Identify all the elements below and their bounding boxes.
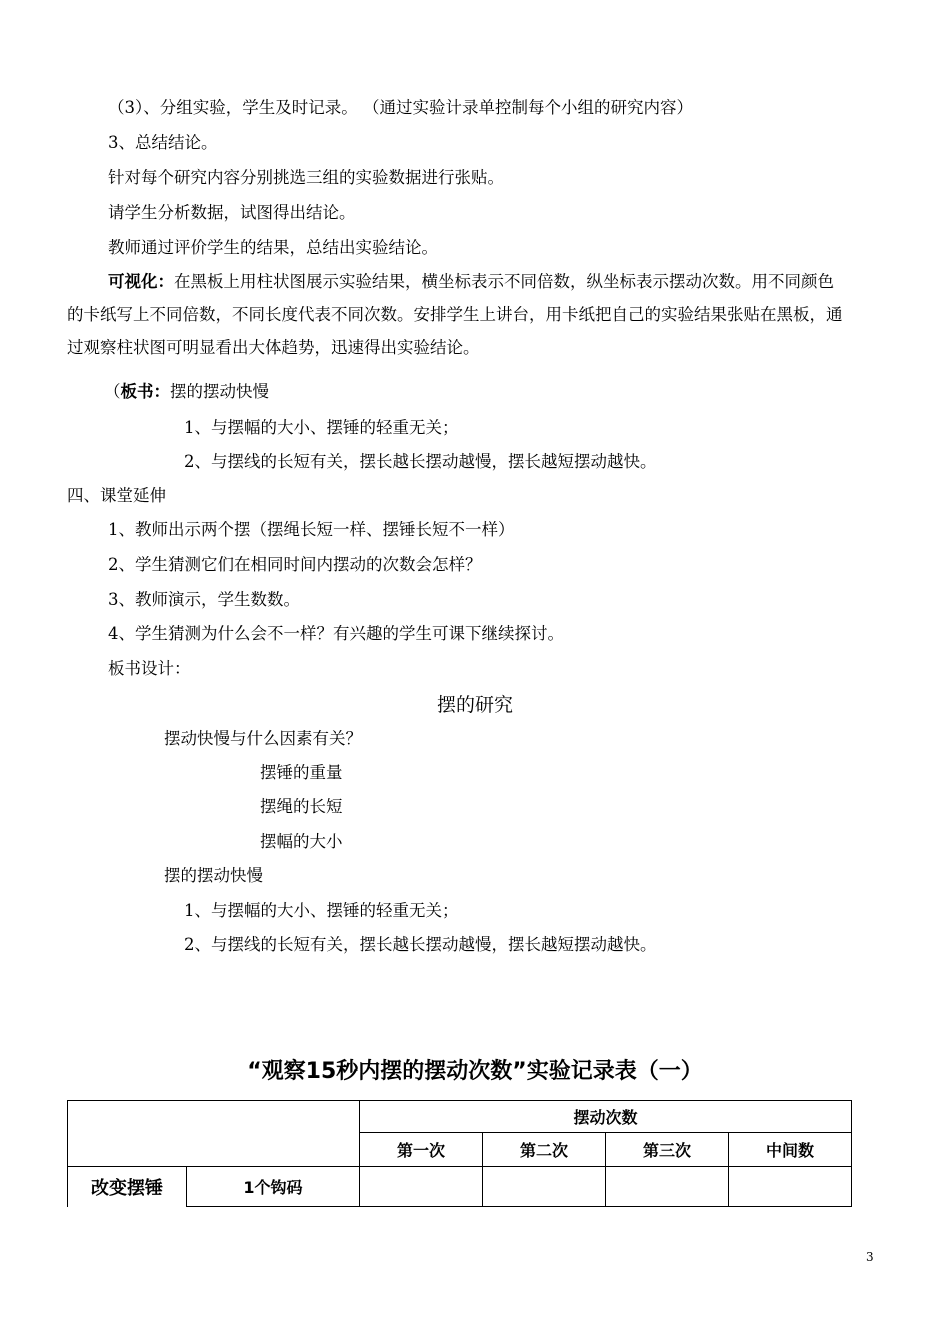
list-item: 2、学生猜测它们在相同时间内摆动的次数会怎样？ [108,555,482,574]
table-cell[interactable] [729,1167,852,1207]
record-table [67,1100,852,1207]
list-item: 3、教师演示，学生数数。 [108,590,300,609]
visualization-text: 在黑板上用柱状图展示实验结果，横坐标表示不同倍数，纵坐标表示摆动次数。用不同颜色的卡纸写上不同倍数，不同长度代表不同次数。安排学生上讲台，用卡纸把自己的实验结果张贴在黑板，通过观察柱状图可明显看出大体趋势，迅速得出实验结论。 [67,272,843,357]
table-cell[interactable] [483,1167,606,1207]
table-cell[interactable] [606,1167,729,1207]
table-group-header: 摆动次数 [360,1101,852,1133]
record-table-title: “观察15秒内摆的摆动次数”实验记录表（一） [247,1059,703,1084]
design-factor: 摆锤的重量 [260,763,343,782]
design-label: 板书设计： [108,659,191,678]
table-column-header: 第一次 [360,1133,483,1167]
visualization-paragraph [67,265,847,364]
design-factor: 摆绳的长短 [260,797,343,816]
table-column-header: 中间数 [729,1133,852,1167]
table-corner-cell [68,1101,360,1167]
table-column-header: 第三次 [606,1133,729,1167]
design-factor: 摆幅的大小 [260,832,343,851]
section-heading: 四、课堂延伸 [67,486,166,505]
design-conclusion-title: 摆的摆动快慢 [164,866,263,885]
board-title: 摆的摆动快慢 [170,382,269,401]
text-line: 3、总结结论。 [108,133,218,152]
text-line: 请学生分析数据，试图得出结论。 [108,203,356,222]
table-cell[interactable] [360,1167,483,1207]
page-number: 3 [866,1250,874,1264]
board-heading [104,382,269,402]
board-label: 板书： [120,382,170,401]
table-column-header: 第二次 [483,1133,606,1167]
table-row-label: 改变摆锤 [68,1167,187,1207]
visualization-label: 可视化： [108,272,174,291]
design-conclusion: 1、与摆幅的大小、摆锤的轻重无关； [184,901,459,920]
design-question: 摆动快慢与什么因素有关？ [164,729,362,748]
design-title: 摆的研究 [436,694,513,716]
board-prefix: （ [104,382,121,401]
board-item: 2、与摆线的长短有关，摆长越长摆动越慢，摆长越短摆动越快。 [184,452,657,471]
list-item: 1、教师出示两个摆（摆绳长短一样、摆锤长短不一样） [108,520,515,539]
board-item: 1、与摆幅的大小、摆锤的轻重无关； [184,418,459,437]
text-line: 教师通过评价学生的结果，总结出实验结论。 [108,238,438,257]
text-line: （3）、分组实验，学生及时记录。 （通过实验计录单控制每个小组的研究内容） [108,98,693,117]
design-conclusion: 2、与摆线的长短有关，摆长越长摆动越慢，摆长越短摆动越快。 [184,935,657,954]
table-row-sublabel: 1个钩码 [187,1167,360,1207]
list-item: 4、学生猜测为什么会不一样？有兴趣的学生可课下继续探讨。 [108,624,564,643]
text-line: 针对每个研究内容分别挑选三组的实验数据进行张贴。 [108,168,504,187]
